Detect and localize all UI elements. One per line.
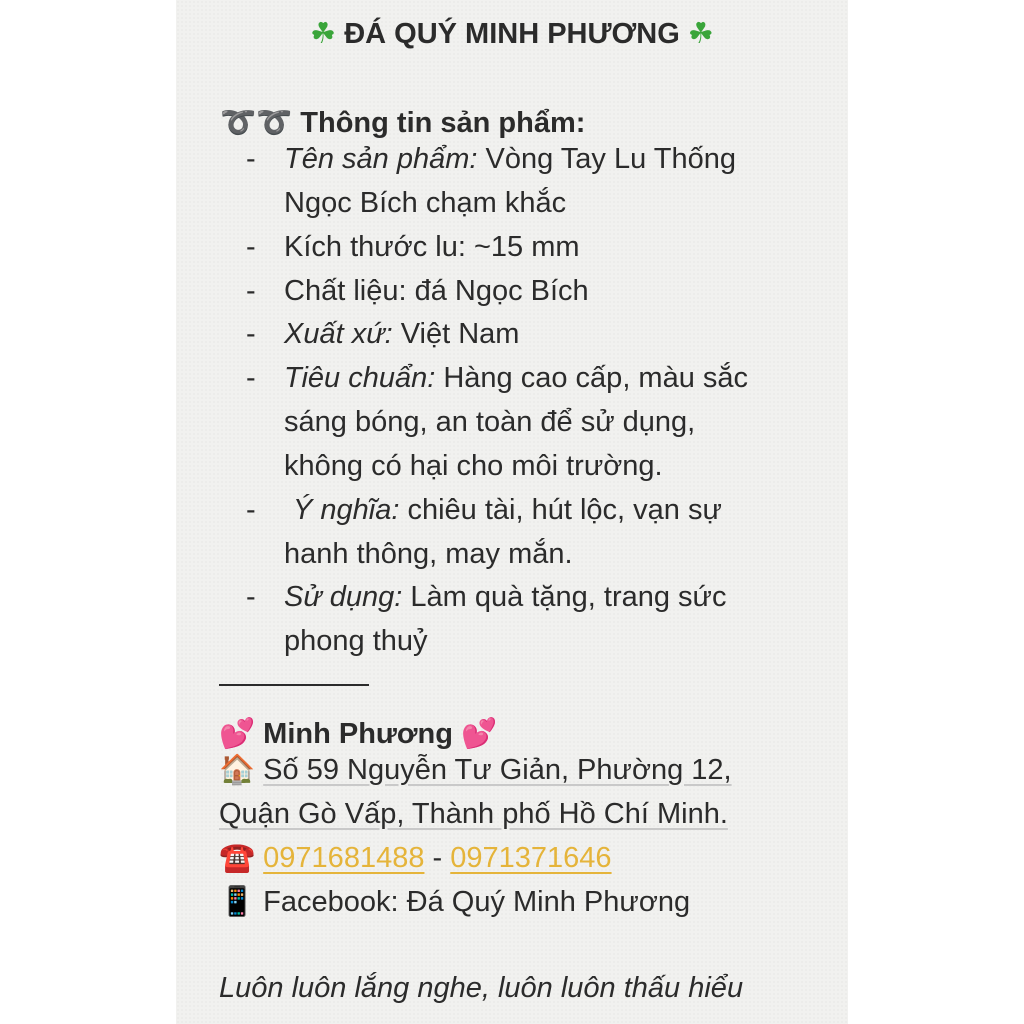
telephone-icon: ☎️ (219, 842, 256, 874)
list-item (284, 137, 736, 181)
two-hearts-icon: 💕 (461, 718, 498, 750)
item-label: Tiêu chuẩn: (284, 362, 436, 394)
list-dash: - (246, 318, 256, 350)
contact-name: Minh Phương (263, 718, 453, 750)
item-continuation: Ngọc Bích chạm khắc (284, 187, 567, 219)
item-label: Sử dụng: (284, 581, 403, 613)
divider (219, 684, 369, 686)
list-item (293, 488, 722, 532)
slogan: Luôn luôn lắng nghe, luôn luôn thấu hiểu (219, 972, 744, 1004)
item-value: Hàng cao cấp, màu sắc (443, 362, 749, 394)
item-label: Tên sản phẩm: (284, 143, 478, 175)
facebook-text: Facebook: Đá Quý Minh Phương (263, 886, 691, 918)
item-continuation: sáng bóng, an toàn để sử dụng, (284, 406, 696, 438)
phone-line (219, 836, 612, 880)
item-continuation: không có hại cho môi trường. (284, 450, 663, 482)
list-item: Chất liệu: đá Ngọc Bích (284, 275, 589, 307)
item-label: Xuất xứ: (284, 318, 393, 350)
item-value: Việt Nam (400, 318, 520, 350)
facebook-line (219, 880, 690, 924)
list-item: Kích thước lu: ~15 mm (284, 231, 580, 263)
list-item (284, 356, 748, 400)
product-info-card (176, 0, 848, 1024)
address-line-2: Quận Gò Vấp, Thành phố Hồ Chí Minh. (219, 798, 728, 830)
list-dash: - (246, 275, 256, 307)
list-item (284, 575, 726, 619)
item-continuation: hanh thông, may mắn. (284, 538, 573, 570)
list-dash: - (246, 581, 256, 613)
shop-title-text: ĐÁ QUÝ MINH PHƯƠNG (344, 18, 680, 50)
list-dash: - (246, 231, 256, 263)
phone-separator: - (432, 842, 443, 874)
phone-link-1[interactable]: 0971681488 (263, 842, 425, 874)
phone-link-2[interactable]: 0971371646 (450, 842, 612, 874)
item-continuation: phong thuỷ (284, 625, 428, 657)
list-dash: - (246, 362, 256, 394)
house-icon: 🏠 (219, 754, 256, 786)
mobile-phone-icon: 📱 (219, 886, 256, 918)
item-value: Vòng Tay Lu Thống (485, 143, 736, 175)
shop-title (176, 12, 848, 56)
four-leaf-clover-icon: ☘ (310, 18, 337, 50)
curly-loop-icon: ➰➰ (220, 107, 293, 139)
address-line-1 (219, 748, 732, 792)
list-dash: - (246, 143, 256, 175)
address-text-1: Số 59 Nguyễn Tư Giản, Phường 12, (263, 754, 732, 786)
list-item (284, 312, 519, 356)
section-heading-text: Thông tin sản phẩm: (300, 107, 586, 139)
two-hearts-icon: 💕 (219, 718, 256, 750)
item-label: Ý nghĩa: (293, 494, 400, 526)
item-value: Làm quà tặng, trang sức (410, 581, 727, 613)
item-value: chiêu tài, hút lộc, vạn sự (407, 494, 722, 526)
four-leaf-clover-icon: ☘ (687, 18, 714, 50)
list-dash: - (246, 494, 256, 526)
